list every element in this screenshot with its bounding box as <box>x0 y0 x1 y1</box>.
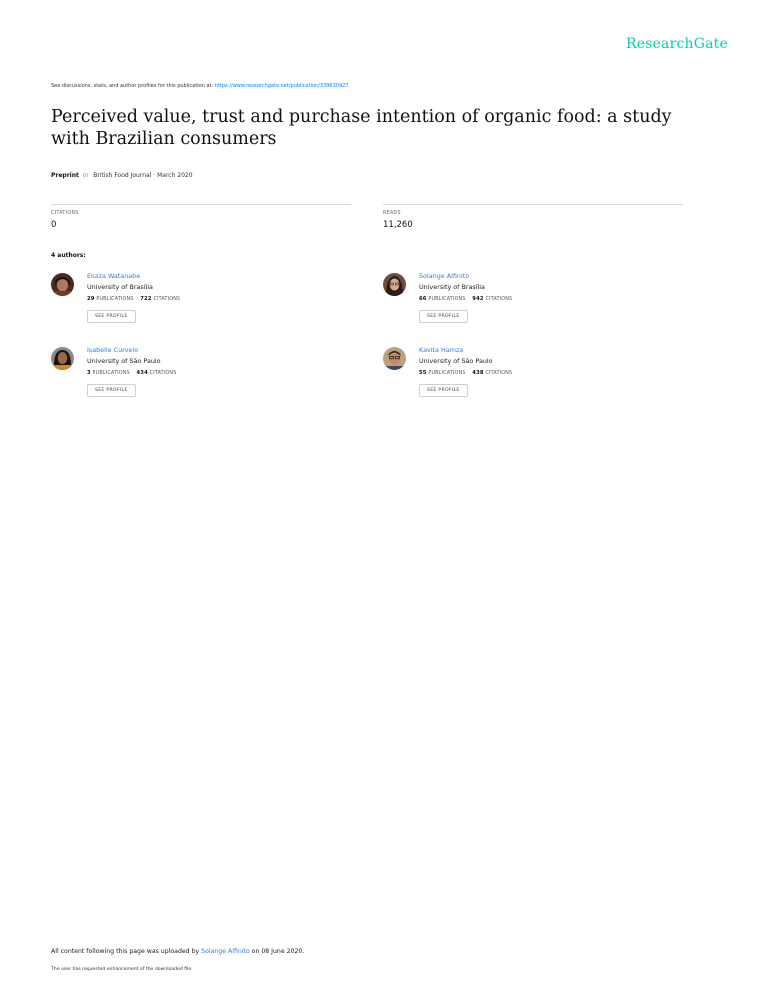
citations-stat <box>51 204 351 230</box>
uploader-link[interactable]: Solange Alfinito <box>201 948 250 955</box>
reads-value: 11,260 <box>383 220 413 230</box>
author-stats <box>87 296 347 302</box>
publications-count: 66 <box>419 296 427 302</box>
see-profile-button[interactable]: SEE PROFILE <box>419 384 468 397</box>
discussion-prefix: See discussions, stats, and author profiles for this publication at: <box>51 83 214 89</box>
author-name-link[interactable]: Isabelle Curvelo <box>87 346 139 354</box>
citations-count: 942 <box>472 296 484 302</box>
citations-value: 0 <box>51 220 57 230</box>
author-avatar[interactable] <box>51 347 74 370</box>
citations-label: CITATIONS <box>485 371 513 376</box>
citations-label: CITATIONS <box>51 211 79 216</box>
publications-count: 55 <box>419 370 427 376</box>
reads-stat <box>383 204 683 230</box>
author-avatar[interactable] <box>51 273 74 296</box>
author-stats <box>87 370 347 376</box>
see-profile-button[interactable]: SEE PROFILE <box>87 310 136 323</box>
researchgate-logo[interactable]: ResearchGate <box>625 36 728 52</box>
see-profile-button[interactable]: SEE PROFILE <box>419 310 468 323</box>
publications-label: PUBLICATIONS <box>92 371 130 376</box>
author-avatar[interactable] <box>383 273 406 296</box>
author-stats <box>419 296 679 302</box>
enhancement-note: The user has requested enhancement of the downloaded file. <box>51 967 193 972</box>
see-profile-button[interactable]: SEE PROFILE <box>87 384 136 397</box>
publication-url-link[interactable]: https://www.researchgate.net/publication/339630927 <box>214 83 349 89</box>
discussion-line <box>51 83 349 89</box>
publications-label: PUBLICATIONS <box>96 297 134 302</box>
author-name-link[interactable]: Kavita Hamza <box>419 346 464 354</box>
reads-label: READS <box>383 211 401 216</box>
upload-prefix: All content following this page was uploaded by <box>51 948 200 955</box>
author-stats <box>419 370 679 376</box>
citations-count: 722 <box>140 296 152 302</box>
upload-notice <box>51 948 304 955</box>
author-institution: University of São Paulo <box>87 357 161 365</box>
author-institution: University of Brasília <box>419 283 485 291</box>
upload-suffix: on 08 June 2020. <box>251 948 305 955</box>
journal-date[interactable]: British Food Journal · March 2020 <box>93 172 193 179</box>
publications-count: 29 <box>87 296 95 302</box>
publication-title: Perceived value, trust and purchase intention of organic food: a study with Brazilian consumers <box>51 107 672 149</box>
publications-label: PUBLICATIONS <box>428 297 466 302</box>
publication-meta <box>51 172 193 179</box>
meta-in: in <box>82 172 89 179</box>
author-name-link[interactable]: Eluiza Watanabe <box>87 272 141 280</box>
author-name-link[interactable]: Solange Alfinito <box>419 272 470 280</box>
citations-label: CITATIONS <box>149 371 177 376</box>
publications-label: PUBLICATIONS <box>428 371 466 376</box>
citations-count: 434 <box>136 370 148 376</box>
author-avatar[interactable] <box>383 347 406 370</box>
publication-type: Preprint <box>51 172 79 179</box>
authors-heading: 4 authors: <box>51 252 86 259</box>
citations-label: CITATIONS <box>485 297 513 302</box>
citations-label: CITATIONS <box>153 297 181 302</box>
author-institution: University of Brasília <box>87 283 153 291</box>
citations-count: 438 <box>472 370 484 376</box>
publications-count: 3 <box>87 370 91 376</box>
author-institution: University of São Paulo <box>419 357 493 365</box>
